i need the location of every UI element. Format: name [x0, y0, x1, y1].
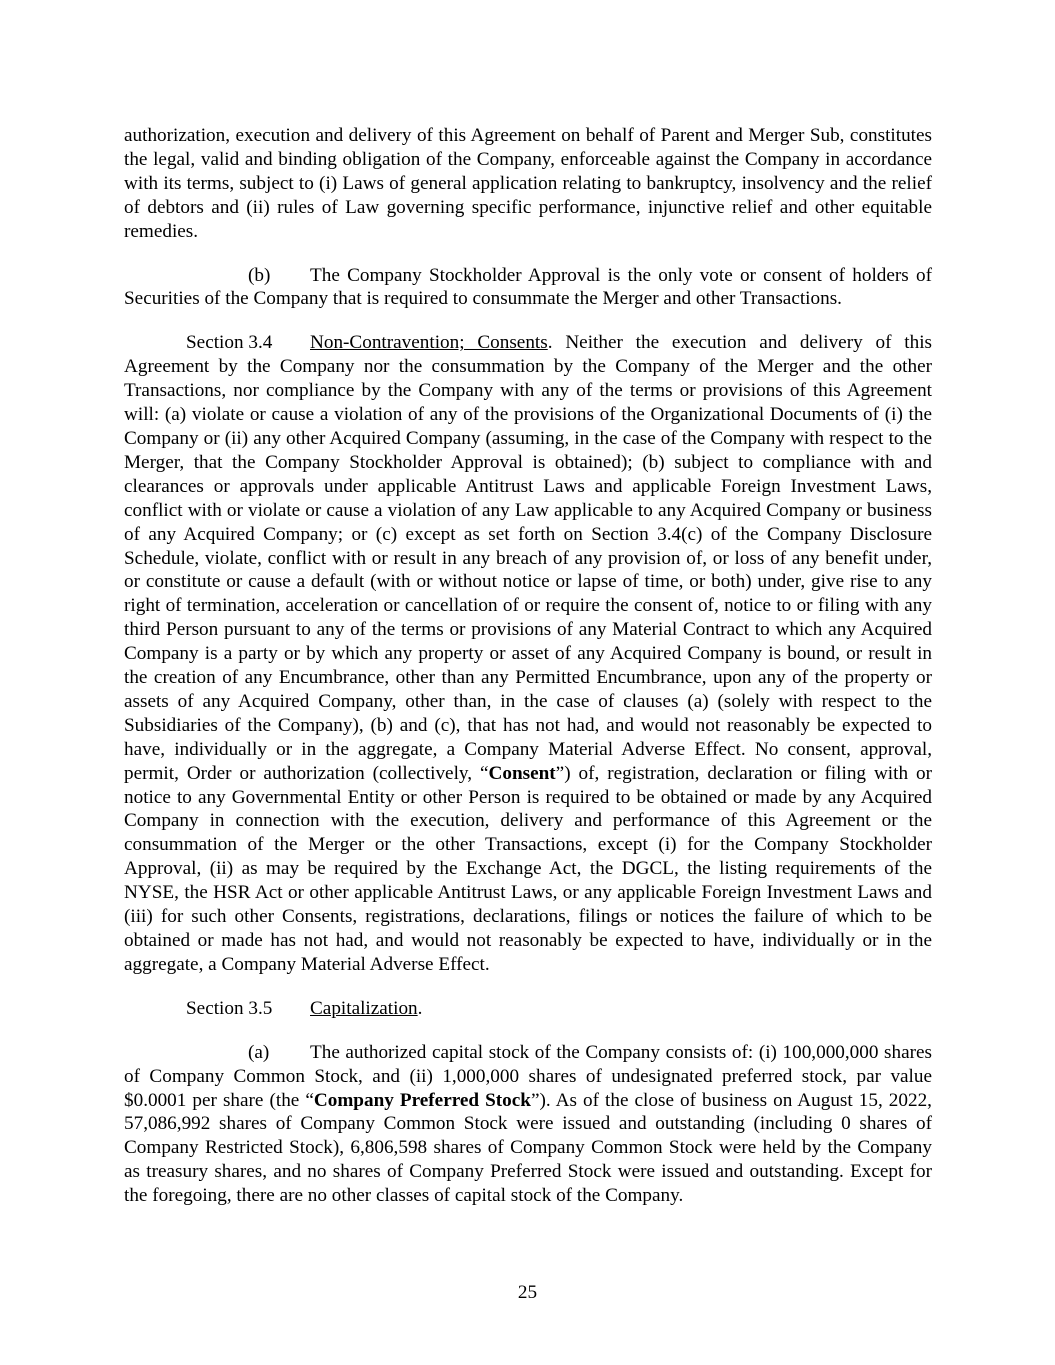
clause-label: (a): [248, 1041, 270, 1063]
clause-label: (b): [248, 264, 271, 286]
section-heading: Non-Contravention; Consents: [310, 332, 548, 354]
page-number: 25: [517, 1282, 538, 1303]
paragraph-text: . Neither the execution and delivery of this Agreement by the Company nor the consummation by the Company of the Merger and the other Transactions, nor compliance by the Company with any of the terms or provisions of this Agreement will: (a) violate or cause a violation of any of the provisions of the Organizational Documents of (i) the Company or (ii) any other Acquired Company (assuming, in the case of the Company with respect to the Merger, that the Company Stockholder Approval is obtained); (b) subject to compliance with and clearances or approvals under applicable Antitrust Laws and applicable Foreign Investment Laws, conflict with or violate or cause a violation of any Law applicable to any Acquired Company or business of any Acquired Company; or (c) except as set forth on Section 3.4(c) of the Company Disclosure Schedule, violate, conflict with or result in any breach of any provision of, or loss of any benefit under, or constitute or cause a default (with or without notice or lapse of time, or both) under, give rise to any right of termination, acceleration or cancellation of or require the consent of, notice to or filing with any third Person pursuant to any of the terms or provisions of any Material Contract to which any Acquired Company is a party or by which any property or asset of any Acquired Company is bound, or result in the creation of any Encumbrance, other than any Permitted Encumbrance, upon any of the property or assets of any Acquired Company, other than, in the case of clauses (a) (solely with respect to the Subsidiaries of the Company), (b) and (c), that has not had, and would not reasonably be expected to have, individually or in the aggregate, a Company Material Adverse Effect. No consent, approval, permit, Order or authorization (collectively, “: [124, 332, 932, 784]
paragraph-text: The authorized capital stock of the Company consists of: (i) 100,000,000 shares of Company Common Stock, and (ii) 1,000,000 shares of undesignated preferred stock, par value $0.0001 per share (the “: [124, 1041, 932, 1111]
paragraph-text: authorization, execution and delivery of this Agreement on behalf of Parent and Merger Sub, constitutes the legal, valid and binding obligation of the Company, enforceable against the Company in accordance with its terms, subject to (i) Laws of general application relating to bankruptcy, insolvency and the relief of debtors and (ii) rules of Law governing specific performance, injunctive relief and other equitable remedies.: [124, 125, 932, 242]
heading-period: .: [417, 997, 423, 1019]
section-heading: Capitalization: [310, 997, 418, 1019]
document-page: [124, 124, 932, 1228]
section-number: Section 3.4: [186, 332, 273, 354]
paragraph-3-3-b: [124, 264, 932, 312]
section-3-5-heading: [124, 997, 932, 1021]
defined-term-consent: Consent: [488, 762, 556, 784]
paragraph-authorization-continued: [124, 124, 932, 244]
section-3-4: [124, 331, 932, 976]
paragraph-text: The Company Stockholder Approval is the only vote or consent of holders of Securities of the Company that is required to consummate the Merger and other Transactions.: [124, 264, 932, 310]
paragraph-text: ”) of, registration, declaration or filing with or notice to any Governmental Entity or other Person is required to be obtained or made by any Acquired Company in connection with the execution, delivery and performance of this Agreement or the consummation of the Merger or the other Transactions, except (i) for the Company Stockholder Approval, (ii) as may be required by the Exchange Act, the DGCL, the listing requirements of the NYSE, the HSR Act or other applicable Antitrust Laws, or any applicable Foreign Investment Laws and (iii) for such other Consents, registrations, declarations, filings or notices the failure of which to be obtained or made has not had, and would not reasonably be expected to have, individually or in the aggregate, a Company Material Adverse Effect.: [124, 762, 932, 975]
paragraph-3-5-a: [124, 1041, 932, 1208]
defined-term-company-preferred-stock: Company Preferred Stock: [313, 1089, 531, 1111]
section-number: Section 3.5: [186, 997, 273, 1019]
paragraph-text: ”). As of the close of business on August 15, 2022, 57,086,992 shares of Company Common Stock were issued and outstanding (including 0 shares of Company Restricted Stock), 6,806,598 shares of Company Common Stock were held by the Company as treasury shares, and no shares of Company Preferred Stock were issued and outstanding. Except for the foregoing, there are no other classes of capital stock of the Company.: [124, 1089, 932, 1207]
